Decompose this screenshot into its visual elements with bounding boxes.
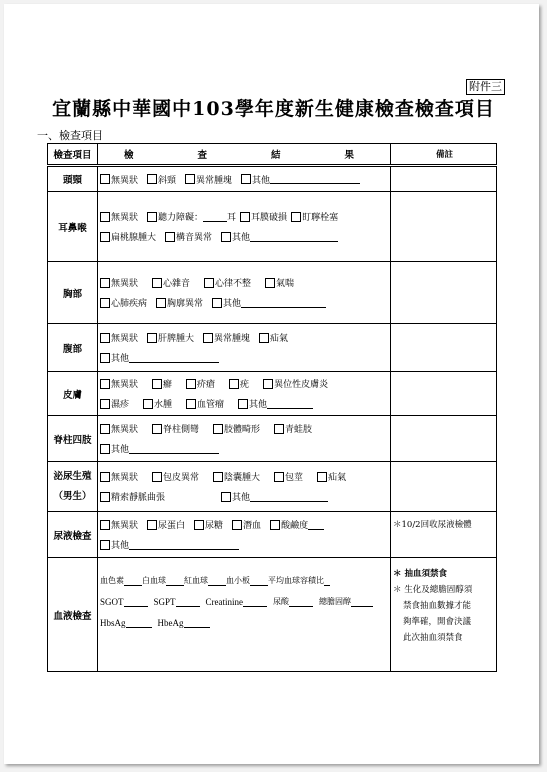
option-label: 其他 (111, 354, 130, 364)
checkbox[interactable] (100, 212, 110, 222)
option-label: 其他 (232, 493, 251, 503)
blank-line[interactable] (126, 618, 152, 628)
checkbox[interactable] (241, 174, 251, 184)
option-label: 無異狀 (111, 380, 139, 390)
checkbox[interactable] (100, 232, 110, 242)
checkbox[interactable] (270, 520, 280, 530)
option-label: 耳膜破損 (251, 213, 288, 223)
option-label: 胸廓異常 (167, 299, 204, 309)
table-header-row (48, 144, 497, 166)
blank-line[interactable] (129, 444, 219, 454)
row-label-chest: 胸部 (48, 262, 98, 324)
checkbox[interactable] (100, 379, 110, 389)
option-label: 肝脾腫大 (158, 334, 195, 344)
note-cell (391, 166, 497, 192)
table-row (48, 372, 497, 416)
note-cell (391, 558, 497, 672)
table-row (48, 192, 497, 262)
option-label: 異位性皮膚炎 (274, 380, 329, 390)
row-label-text: （男生） (53, 490, 92, 502)
checkbox[interactable] (100, 399, 110, 409)
option-label: 無異狀 (111, 334, 139, 344)
checkbox[interactable] (100, 174, 110, 184)
option-label: 尿蛋白 (158, 521, 186, 531)
checkbox[interactable] (221, 232, 231, 242)
row-label-head: 頭頸 (48, 166, 98, 192)
option-label: 氣喘 (276, 279, 295, 289)
blank-line[interactable] (129, 353, 219, 363)
blank-line[interactable] (184, 618, 210, 628)
note-cell (391, 416, 497, 462)
checkbox[interactable] (100, 353, 110, 363)
option-label: 精索靜脈曲張 (111, 493, 166, 503)
blank-line[interactable] (129, 540, 239, 550)
option-label: 無異狀 (111, 213, 139, 223)
blank-line[interactable] (243, 597, 267, 607)
option-label: 其他 (252, 175, 271, 186)
checkbox[interactable] (229, 379, 239, 389)
table-row (48, 462, 497, 512)
blood-note-line: 此次抽血須禁食 (403, 633, 463, 643)
option-label: 無異狀 (111, 279, 139, 289)
option-label: 無異狀 (111, 521, 139, 531)
blood-note-line: 禁食抽血數據才能 (403, 601, 472, 611)
checkbox[interactable] (240, 212, 250, 222)
checkbox[interactable] (152, 472, 162, 482)
blank-line[interactable] (250, 576, 268, 586)
field-label: 血色素 (100, 576, 124, 585)
checkbox[interactable] (238, 399, 248, 409)
checkbox[interactable] (147, 520, 157, 530)
checkbox[interactable] (186, 399, 196, 409)
header-result-char: 查 (197, 150, 207, 161)
option-label: 其他 (111, 445, 130, 455)
option-label: 血管瘤 (197, 400, 225, 410)
option-label: 包皮異常 (163, 473, 200, 483)
header-note: 備註 (391, 144, 497, 166)
blank-line[interactable] (270, 174, 360, 184)
header-result-char: 檢 (124, 150, 134, 161)
option-label: 無異狀 (111, 473, 139, 483)
checkbox[interactable] (265, 278, 275, 288)
blank-line[interactable] (308, 520, 324, 530)
checkbox[interactable] (152, 278, 162, 288)
checkbox[interactable] (100, 444, 110, 454)
row-label-abdomen: 腹部 (48, 324, 98, 372)
option-label: 耳 (227, 213, 237, 223)
note-cell (391, 462, 497, 512)
row-label-spine: 脊柱四肢 (48, 416, 98, 462)
option-label: 聽力障礙： (158, 213, 204, 223)
table-row (48, 558, 497, 672)
urine-note: ＊10/2回收尿液檢體 (393, 520, 472, 530)
option-label: 心肺疾病 (111, 299, 148, 309)
checkbox[interactable] (100, 278, 110, 288)
field-label: 平均血球容積比 (268, 576, 324, 585)
checkbox[interactable] (274, 472, 284, 482)
checkbox[interactable] (147, 333, 157, 343)
option-label: 尿糖 (205, 521, 224, 531)
checkbox[interactable] (100, 540, 110, 550)
blank-line[interactable] (124, 576, 142, 586)
blood-note-line: ＊ 生化及總膽固醇須 (393, 585, 473, 595)
table-row (48, 512, 497, 558)
annex-label: 附件三 (466, 79, 505, 95)
field-label: 尿酸 (273, 597, 290, 606)
option-label: 陰囊腫大 (224, 473, 261, 483)
option-label: 疝氣 (270, 334, 289, 344)
blank-line[interactable] (208, 576, 226, 586)
blank-line[interactable] (250, 492, 328, 502)
field-label: Creatinine (205, 596, 244, 607)
checkbox[interactable] (221, 492, 231, 502)
option-label: 心律不整 (215, 279, 252, 289)
health-check-table (47, 143, 497, 672)
checkbox[interactable] (213, 472, 223, 482)
checkbox[interactable] (156, 298, 166, 308)
checkbox[interactable] (100, 520, 110, 530)
option-label: 異常腫塊 (214, 334, 251, 344)
option-label: 疥瘡 (197, 380, 216, 390)
row-label-text: 泌尿生殖 (53, 470, 92, 482)
option-label: 包莖 (285, 473, 304, 483)
checkbox[interactable] (213, 424, 223, 434)
row-label-skin: 皮膚 (48, 372, 98, 416)
blank-line[interactable] (250, 232, 338, 242)
field-label: 血小板 (226, 576, 250, 585)
option-label: 潛血 (243, 521, 262, 531)
note-cell (391, 262, 497, 324)
option-label: 濕疹 (111, 400, 130, 410)
checkbox[interactable] (100, 424, 110, 434)
page-title: 宜蘭縣中華國中103學年度新生健康檢查檢查項目 (52, 98, 495, 120)
blank-line[interactable] (241, 298, 326, 308)
option-label: 酸鹼度 (281, 521, 309, 531)
checkbox[interactable] (100, 492, 110, 502)
header-result-char: 果 (344, 150, 354, 161)
blank-line[interactable] (166, 576, 184, 586)
table-row (48, 416, 497, 462)
option-label: 心雜音 (163, 279, 191, 289)
header-item: 檢查項目 (48, 144, 98, 166)
option-label: 水腫 (154, 400, 173, 410)
note-cell (391, 324, 497, 372)
blank-line[interactable] (351, 597, 373, 607)
blank-line[interactable] (289, 597, 313, 607)
option-label: 盯聹栓塞 (302, 213, 339, 223)
blank-line[interactable] (203, 212, 227, 222)
checkbox[interactable] (274, 424, 284, 434)
row-label-urine: 尿液檢查 (48, 512, 98, 558)
option-label: 無異狀 (111, 175, 139, 186)
checkbox[interactable] (317, 472, 327, 482)
checkbox[interactable] (152, 379, 162, 389)
field-label: SGPT (153, 596, 176, 607)
header-result-char: 結 (270, 150, 281, 161)
checkbox[interactable] (186, 379, 196, 389)
option-label: 其他 (223, 299, 242, 309)
table-row (48, 262, 497, 324)
field-label: 紅血球 (184, 576, 208, 585)
option-label: 疝氣 (328, 473, 347, 483)
checkbox[interactable] (147, 174, 157, 184)
checkbox[interactable] (232, 520, 242, 530)
option-label: 扁桃腺腫大 (111, 233, 157, 243)
note-cell (391, 192, 497, 262)
row-label-uro (48, 462, 98, 512)
field-label: 白血球 (142, 576, 166, 585)
field-label: HbeAg (157, 617, 184, 628)
row-label-blood: 血液檢查 (48, 558, 98, 672)
option-label: 斜頸 (158, 175, 177, 186)
checkbox[interactable] (143, 399, 153, 409)
checkbox[interactable] (100, 333, 110, 343)
table-row (48, 324, 497, 372)
checkbox[interactable] (212, 298, 222, 308)
option-label: 脊柱側彎 (163, 425, 200, 435)
checkbox[interactable] (203, 333, 213, 343)
checkbox[interactable] (152, 424, 162, 434)
option-label: 癬 (163, 380, 173, 390)
note-cell (391, 372, 497, 416)
checkbox[interactable] (259, 333, 269, 343)
checkbox[interactable] (263, 379, 273, 389)
field-label: 總膽固醇 (319, 597, 352, 606)
table-row (48, 166, 497, 192)
blank-line[interactable] (176, 597, 200, 607)
note-cell (391, 512, 497, 558)
checkbox[interactable] (185, 174, 195, 184)
option-label: 無異狀 (111, 425, 139, 435)
blood-note-title: ＊ 抽血須禁食 (393, 569, 447, 579)
option-label: 其他 (111, 541, 130, 551)
option-label: 肢體畸形 (224, 425, 261, 435)
checkbox[interactable] (194, 520, 204, 530)
option-label: 其他 (232, 233, 251, 243)
option-label: 其他 (249, 400, 268, 410)
checkbox[interactable] (100, 472, 110, 482)
option-label: 青蛙肢 (285, 425, 313, 435)
section-heading: 一、檢查項目 (37, 129, 103, 142)
option-label: 異常腫塊 (196, 175, 233, 186)
checkbox[interactable] (147, 212, 157, 222)
blank-line[interactable] (267, 399, 313, 409)
checkbox[interactable] (100, 298, 110, 308)
checkbox[interactable] (165, 232, 175, 242)
blood-note-line: 夠準確，開會決議 (403, 617, 472, 627)
blank-line[interactable] (324, 576, 330, 586)
blank-line[interactable] (124, 597, 148, 607)
option-label: 疣 (240, 380, 250, 390)
row-label-ent: 耳鼻喉 (48, 192, 98, 262)
field-label: SGOT (100, 596, 124, 607)
field-label: HbsAg (100, 617, 126, 628)
option-label: 構音異常 (176, 233, 213, 243)
header-result (98, 144, 391, 166)
checkbox[interactable] (291, 212, 301, 222)
checkbox[interactable] (204, 278, 214, 288)
